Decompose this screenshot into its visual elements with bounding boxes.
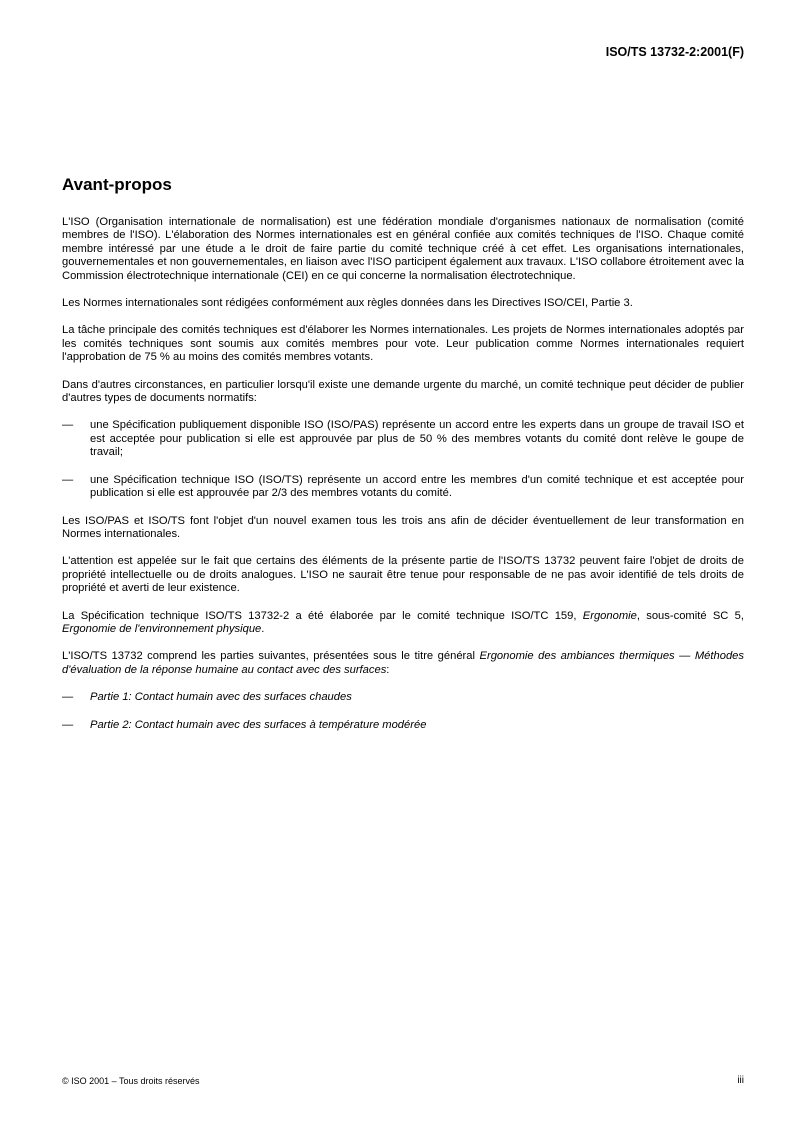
- list-item-text: Partie 1: Contact humain avec des surfaces chaudes: [90, 691, 352, 704]
- committee-name: Ergonomie: [582, 609, 637, 622]
- document-reference: ISO/TS 13732-2:2001(F): [605, 45, 744, 59]
- page-number: iii: [737, 1075, 744, 1086]
- general-title: Ergonomie des ambiances thermiques — Méthodes d'évaluation de la réponse humaine au contact avec des surfaces: [62, 650, 744, 676]
- list-item-text: Partie 2: Contact humain avec des surfaces à température modérée: [90, 718, 427, 731]
- paragraph-other-circumstances: Dans d'autres circonstances, en particulier lorsqu'il existe une demande urgente du marché, un comité technique peut décider de publier d'autres types de documents normatifs:: [62, 378, 744, 405]
- list-item-part-1: [62, 691, 744, 704]
- dash-bullet: —: [62, 691, 74, 704]
- paragraph-iso-intro: L'ISO (Organisation internationale de normalisation) est une fédération mondiale d'organismes nationaux de normalisation (comité membres de l'ISO). L'élaboration des Normes internationales est en général confiée aux comités techniques de l'ISO. Chaque comité membre intéressé par une étude a le droit de faire partie du comité technique créé à cet effet. Les organisations internationales, gouvernementales et non gouvernementales, en liaison avec l'ISO participent également aux travaux. L'ISO collabore étroitement avec la Commission électrotechnique internationale (CEI) en ce qui concerne la normalisation électrotechnique.: [62, 216, 744, 282]
- subcommittee-name: Ergonomie de l'environnement physique: [62, 622, 262, 635]
- paragraph-directives: Les Normes internationales sont rédigées conformément aux règles données dans les Directives ISO/CEI, Partie 3.: [62, 297, 633, 310]
- paragraph-parts-intro: L'ISO/TS 13732 comprend les parties suivantes, présentées sous le titre général Ergonomie des ambiances thermiques — Méthodes d'évaluation de la réponse humaine au contact avec des surfaces:: [62, 650, 744, 676]
- dash-bullet: —: [62, 419, 74, 432]
- paragraph-committee: La Spécification technique ISO/TS 13732-2 a été élaborée par le comité technique ISO/TC 159, Ergonomie, sous-comité SC 5, Ergonomie de l'environnement physique.: [62, 609, 744, 635]
- list-item-iso-ts: [62, 474, 744, 501]
- dash-bullet: —: [62, 473, 74, 486]
- page-title: Avant-propos: [62, 175, 172, 194]
- paragraph-review: Les ISO/PAS et ISO/TS font l'objet d'un nouvel examen tous les trois ans afin de décider éventuellement de leur transformation en Normes internationales.: [62, 514, 744, 540]
- dash-bullet: —: [62, 718, 74, 731]
- paragraph-main-task: La tâche principale des comités techniques est d'élaborer les Normes internationales. Les projets de Normes internationales adoptés par les comités techniques sont soumis aux comités membres pour vote. Leur publication comme Normes internationales requiert l'approbation de 75 % au moins des comités membres votants.: [62, 324, 744, 364]
- footer-copyright: © ISO 2001 – Tous droits réservés: [62, 1076, 200, 1086]
- list-item-text: une Spécification publiquement disponible ISO (ISO/PAS) représente un accord entre les experts dans un groupe de travail ISO et est acceptée pour publication si elle est approuvée par plus de 50 % des membres votants du comité dont relève le goupe de travail;: [90, 419, 744, 459]
- list-item-iso-pas: [62, 419, 744, 459]
- paragraph-patent-rights: L'attention est appelée sur le fait que certains des éléments de la présente partie de l'ISO/TS 13732 peuvent faire l'objet de droits de propriété intellectuelle ou de droits analogues. L'ISO ne saurait être tenue pour responsable de ne pas avoir identifié de tels droits de propriété et averti de leur existence.: [62, 555, 744, 595]
- list-item-text: une Spécification technique ISO (ISO/TS) représente un accord entre les membres d'un comité technique et est acceptée pour publication si elle est approuvée par 2/3 des membres votants du comité.: [90, 473, 744, 500]
- list-item-part-2: [62, 719, 744, 732]
- page-content: [62, 175, 744, 746]
